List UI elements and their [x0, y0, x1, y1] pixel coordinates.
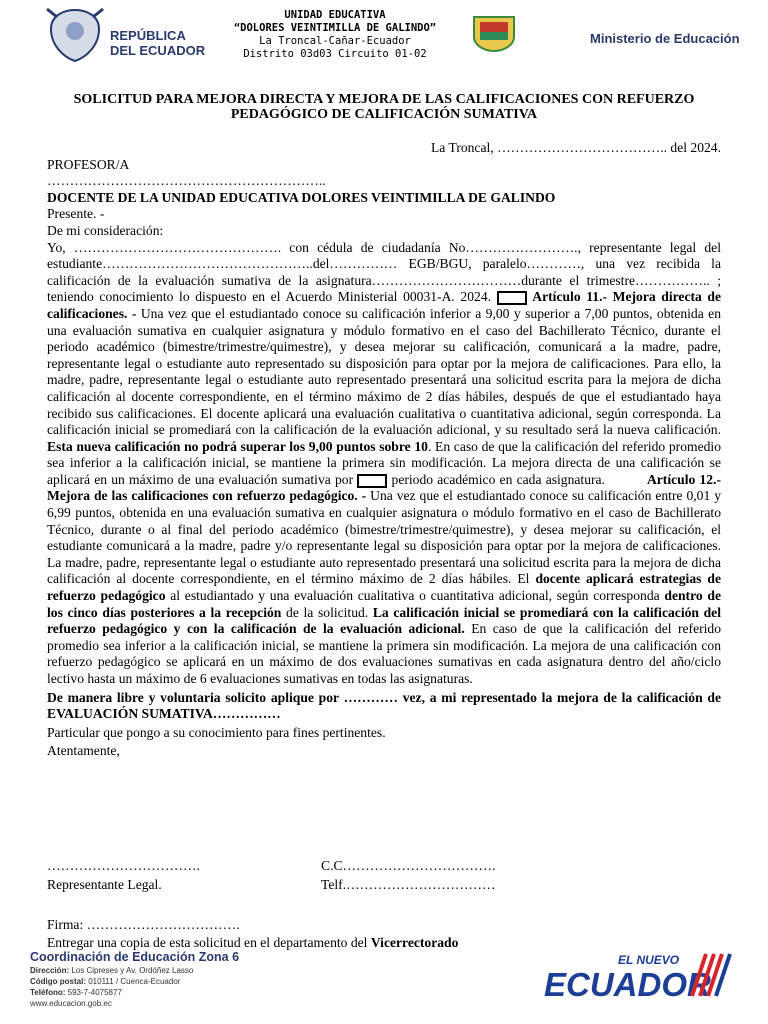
footer-contact: Coordinación de Educación Zona 6 Dirección: Los Cipreses y Av. Ordóñez Lasso Código postal: 010111 / Cuenca-Ecuador Teléfono: 593-7-4075877 www.educacion.gob.ec [30, 950, 240, 1008]
letterhead [0, 0, 768, 80]
ecuador-coat-of-arms-icon [45, 7, 105, 63]
checkbox-periodo[interactable] [357, 474, 387, 488]
svg-text:EL NUEVO: EL NUEVO [618, 953, 680, 967]
firma-line: Firma: ……………………………. [47, 917, 240, 932]
docente-heading: DOCENTE DE LA UNIDAD EDUCATIVA DOLORES VEINTIMILLA DE GALINDO [47, 189, 556, 205]
document-title: SOLICITUD PARA MEJORA DIRECTA Y MEJORA DE LAS CALIFICACIONES CON REFUERZO PEDAGÓGICO DE CALIFICACIÓN SUMATIVA [73, 92, 695, 122]
footer-website: www.educacion.gob.ec [30, 999, 112, 1008]
republica-del-ecuador-logo-text: REPÚBLICA DEL ECUADOR [110, 28, 206, 58]
signature-dots-line: ……………………………. C.C……………………………. [47, 858, 496, 873]
representante-row: Representante Legal. Telf.…………………………… [47, 877, 496, 892]
profesor-name-line: …………………………………………………….. [47, 173, 326, 189]
entregar-line: Entregar una copia de esta solicitud en el departamento del Vicerrectorado [47, 935, 459, 950]
main-paragraph: Yo, ………………………………………. con cédula de ciudadanía No……………………., representante legal del estudiante………………………………………..del…………… EGB/BGU, paralelo…………, una vez recibida la calificación de la evaluación sumativa de la asignatura……………………………durante el trimestre…………….. ; teniendo conocimiento lo dispuesto en el Acuerdo Ministerial 00031-A. 2024. Artículo 11.- Mejora directa de calificaciones. - Una vez que el estudiantado conoce su calificación inferior a 9,00 y superior a 7,00 puntos, obtenida en una evaluación sumativa en cualquier asignatura y módulo formativo en el caso del Bachillerato Técnico, durante el periodo académico (bimestre/trimestre/quimestre), y desea mejorar su calificación, comunicará a la madre, padre, representante legal o estudiante auto representado su disposición para optar por la mejora de calificaciones. Para ello, la madre, padre, representante legal o estudiante auto representado presentará una solicitud escrita para la mejora de dicha calificación al docente correspondiente, en el término máximo de 2 días hábiles, después de que el estudiantado haya recibido sus calificaciones. El docente aplicará una evaluación cualitativa o cuantitativa adicional, según corresponda. La calificación inicial se promediará con la calificación de la evaluación adicional, y su resultado será la nueva calificación. Esta nueva calificación no podrá superar los 9,00 puntos sobre 10. En caso de que la calificación del referido promedio sea inferior a la calificación inicial, se mantiene la primera sin modificación. La mejora directa de una calificación se aplicará en un máximo de una evaluación sumativa por periodo académico en cada asignatura. Artículo 12.- Mejora de las calificaciones con refuerzo pedagógico. - Una vez que el estudiantado conoce su calificación entre 0,01 y 6,99 puntos, obtenida en una evaluación sumativa en cualquier asignatura o módulo formativo en el caso de Bachillerato Técnico, durante o al final del periodo académico (bimestre/trimestre/quimestre), y desea mejorar su calificación, el estudiante comunicará a la madre, padre y/o representante legal su disposición para optar por la mejora de calificaciones. La madre, padre, representante legal o estudiante auto representado presentará una solicitud escrita para la mejora de dicha calificación al docente correspondiente, en el término máximo de 2 días hábiles. El docente aplicará estrategias de refuerzo pedagógico al estudiantado y una evaluación cualitativa o cuantitativa adicional, según corresponda dentro de los cinco días posteriores a la recepción de la solicitud. La calificación inicial se promediará con la calificación del refuerzo pedagógico y con la calificación de la evaluación adicional. En caso de que la calificación del referido promedio sea inferior a la calificación inicial, se mantiene la primera sin modificación. La mejora de una calificación con refuerzo pedagógico se aplicará en un máximo de dos evaluaciones sumativas en cada asignatura dentro del año/ciclo lectivo hasta un máximo de 6 evaluaciones sumativas en todas las asignaturas. [47, 239, 722, 686]
el-nuevo-ecuador-logo-icon [540, 948, 740, 1004]
school-name-block: UNIDAD EDUCATIVA “DOLORES VEINTIMILLA DE GALINDO” La Troncal-Cañar-Ecuador Distrito 03d03 Circuito 01-02 [233, 9, 437, 60]
presente-line: Presente. - [47, 206, 105, 222]
school-crest-icon [470, 13, 518, 53]
ministerio-logo-text: Ministerio de Educación [590, 31, 740, 46]
cc-line: C.C……………………………. [321, 858, 496, 873]
footer-zona: Coordinación de Educación Zona 6 [30, 950, 240, 964]
greeting: De mi consideración: [47, 222, 164, 238]
document-body [47, 140, 721, 760]
telf-line: Telf.…………………………… [321, 877, 496, 892]
profesor-label: PROFESOR/A [47, 156, 130, 172]
atentamente: Atentamente, [47, 743, 120, 759]
request-paragraph: De manera libre y voluntaria solicito aplique por ………… vez, a mi representado la mejora de la calificación de EVALUACIÓN SUMATIVA…………… [47, 689, 721, 722]
date-line: La Troncal, ……………………………….. del 2024. [431, 140, 721, 155]
svg-text:ECUADOR: ECUADOR [544, 966, 711, 1003]
checkbox-art11[interactable] [497, 291, 527, 305]
closing-line: Particular que pongo a su conocimiento para fines pertinentes. [47, 724, 386, 740]
